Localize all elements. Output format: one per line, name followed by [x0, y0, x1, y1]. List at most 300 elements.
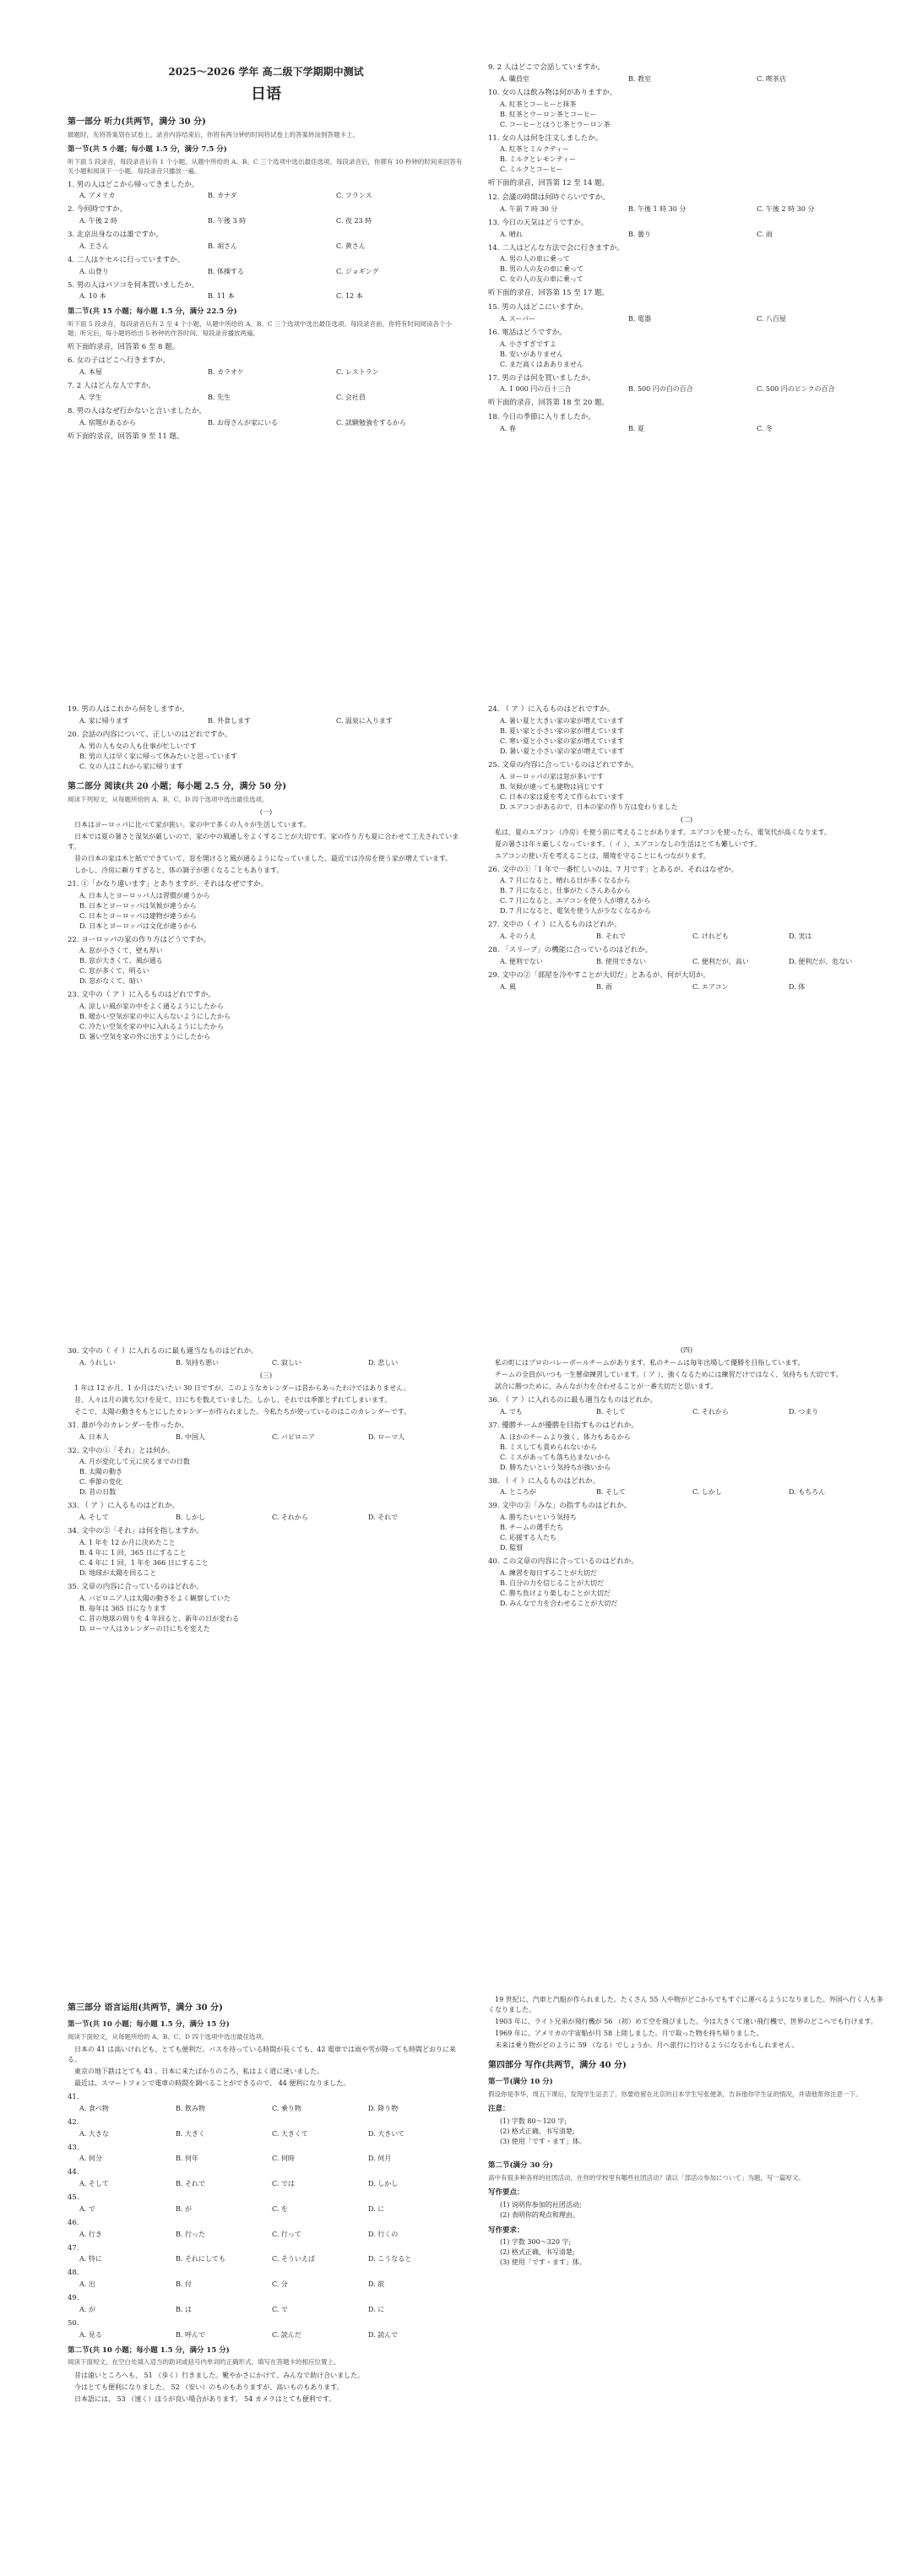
option-row: [488, 230, 885, 240]
question-stem: 听下面的录音，回答第 15 至 17 题。: [488, 289, 609, 298]
option: C. 窓が多くて、明るい: [79, 967, 149, 976]
option-row: [68, 2129, 464, 2139]
part3-heading: 第三部分 语言运用(共两节，满分 30 分): [68, 2003, 223, 2013]
option: A. 家に帰ります: [79, 716, 129, 725]
option: D. 大きいて: [368, 2129, 405, 2138]
paragraph: (2) 格式正确，书写清楚;: [500, 2127, 575, 2135]
question-stem: 11. 女の人は何を注文しましたか。: [488, 133, 603, 143]
option: C. 温泉に入ります: [336, 716, 393, 725]
option: B. それで: [596, 932, 626, 940]
paragraph: 1 年は 12 か月、1 か月はだいたい 30 日ですが、このようなカレンダーは昔からあったわけではありません。: [74, 1383, 410, 1392]
paragraph: (3) 使用「です・ます」体。: [500, 2258, 586, 2267]
option: B. 外食します: [208, 716, 251, 725]
paragraph: 今はとても便利になりました。 52 （安い）のものもありますが、高いものもあります。: [74, 2383, 344, 2391]
option: D. 昔の日数: [79, 1488, 117, 1497]
paragraph: 最近は、スマートフォンで電車の時間を調べることができるので、 44 便利になりました。: [74, 2079, 350, 2087]
option: D. 暑い空気を家の外に出すようにしたから: [79, 1033, 211, 1041]
option: A. 学生: [79, 393, 102, 401]
option-row: [488, 982, 885, 992]
option: C. 大きくて: [272, 2129, 308, 2138]
question-stem: 8. 男の人はなぜ行かないと言いましたか。: [68, 406, 206, 416]
passage4-label: (四): [680, 1346, 693, 1354]
option: C. フランス: [336, 192, 372, 200]
option: A. 便利でない: [500, 957, 543, 965]
question-stem: 7. 2 人はどんな人ですか。: [68, 382, 155, 390]
paragraph: 日本の 41 は高いけれども、とても便利だ。バスを待っている時間が長くても、42 電車では雨や雪が降っても時間どおりに来る。: [68, 2046, 456, 2063]
option: C. 500 円のピンクの百合: [757, 385, 835, 394]
option: A. 午前 7 時 30 分: [500, 204, 558, 213]
option: C. 夜 23 時: [336, 217, 372, 225]
option: B. 使用できない: [596, 957, 646, 965]
option: B. は: [176, 2305, 192, 2313]
question-stem: 21. ①「かなり違います」とありますが、それはなぜですか。: [68, 879, 269, 889]
option: C. を: [272, 2204, 288, 2213]
option: D. 悲しい: [368, 1358, 399, 1367]
option: A. スーパー: [500, 314, 536, 323]
passage3-label: (三): [259, 1371, 273, 1379]
option: B. 気持ち悪い: [176, 1358, 219, 1367]
option: D. エアコンがあるので、日本の家の作り方は変わりました: [500, 802, 678, 811]
option: B. 男の人は早く家に帰って休みたいと思っています: [79, 752, 237, 760]
question-stem: 22. ヨーロッパの家の作り方はどうですか。: [68, 935, 211, 944]
question-stem: 36. （ ア ）に入れるのに最も適当なものはどれか。: [488, 1396, 658, 1405]
option: B. 教室: [628, 74, 651, 83]
paragraph: (3) 使用「です・ます」体。: [500, 2137, 586, 2145]
option: A. 日本人とヨーロッパ人は習慣が違うから: [79, 891, 210, 899]
option: A. うれしい: [79, 1358, 116, 1367]
question-stem: 25. 文章の内容に合っているのはどれですか。: [488, 760, 638, 769]
option-row: [68, 1513, 464, 1523]
option: D. 実は: [789, 932, 812, 940]
option: B. 午後 3 時: [208, 217, 247, 225]
option-row: [68, 242, 464, 252]
option: C. では: [272, 2180, 295, 2187]
passage1-label: (一): [259, 807, 273, 816]
left-column-page4: [68, 1993, 464, 2406]
part4-section2-points-title: 写作要点：: [488, 2187, 524, 2197]
paragraph: 私は、夏のエアコン（冷房）を使う前に考えることがあります。エアコンを使ったら、電気代が高くなります。: [495, 828, 831, 836]
option: A. 窓が小さくて、壁も厚い: [79, 947, 163, 955]
option: A. 紅茶とコーヒーと抹茶: [500, 100, 577, 108]
part3-section2-passage: [68, 2371, 464, 2405]
option: B. それで: [176, 2180, 205, 2187]
option: D. 7 月になると、電気を使う人が少なくなるから: [500, 907, 651, 916]
option: D. こうなると: [368, 2255, 412, 2264]
question-stem: 17. 男の子は何を買いましたか。: [488, 373, 595, 383]
option: B. 日本とヨーロッパは気候が違うから: [79, 901, 197, 910]
questions-21-23: [68, 879, 464, 1042]
option: A. 1 000 円の百十三合: [500, 385, 572, 394]
part3-passage-continued: [488, 1995, 885, 2051]
option: A. でも: [500, 1407, 523, 1416]
option: C. 何時: [272, 2155, 295, 2163]
option: A. 食べ物: [79, 2104, 109, 2112]
option: A. で: [79, 2204, 95, 2213]
option: B. 胡さん: [208, 242, 237, 250]
option: B. 紅茶とウーロン茶とコーヒー: [500, 110, 597, 118]
option: C. エアコン: [692, 982, 729, 991]
option: A. アメリカ: [79, 192, 116, 200]
question-stem: 28. 「スリープ」の機能に合っているのはどれか。: [488, 946, 653, 954]
paragraph: エアコンの使い方を考えることは、環境を守ることにもつながります。: [495, 851, 710, 860]
option: D. 勝ちたいという気持ちが強いから: [500, 1463, 611, 1471]
option: D. に: [368, 2305, 385, 2313]
question-stem: 听下面的录音，回答第 18 至 20 题。: [488, 399, 609, 408]
question-stem: 10. 女の人は飲み物は何がありますか。: [488, 88, 617, 97]
paragraph: 1969 年に、アメリカの宇宙船が月 58 上陸しました。月で取った物を持ち帰りました。: [495, 2030, 763, 2037]
part4-section2-instructions: 高中有很多种各样的社团活动，在你的学校里有哪些社团活动？请以「部活の参加について」为题，写一篇短文。: [488, 2173, 805, 2182]
right-column-page2: [488, 701, 885, 994]
option: D. 読んで: [368, 2330, 399, 2339]
right-column-page4: [488, 1993, 885, 2268]
option: B. 気候が違っても建物は同じです: [500, 782, 604, 791]
question-stem: 14. 二人はどんな方法で会に行きますか。: [488, 243, 624, 253]
paragraph: (1) 字数 300～320 字;: [500, 2238, 572, 2247]
part4-section2-req-title: 写作要求：: [488, 2225, 524, 2235]
option-row: [68, 2154, 464, 2164]
part3-section2-instructions: 阅读下面短文，在空白处填入适当的助词或括号内单词的正确形式，填写在答题卡的相应位置上。: [68, 2358, 340, 2367]
option: C. 黄さん: [336, 242, 366, 250]
question-stem: 47.: [68, 2243, 79, 2253]
option: A. 日本人: [79, 1432, 109, 1441]
option: A. 暑い夏と大きい家の家が増えています: [500, 716, 624, 725]
option-row: [68, 2280, 464, 2290]
option-row: [488, 932, 885, 942]
question-stem: 37. 優勝チームが優勝を目指すものはどれか。: [488, 1421, 638, 1430]
part4-section1-requirements: [488, 2117, 885, 2147]
option: B. 中国人: [176, 1432, 205, 1441]
option-row: [68, 393, 464, 403]
option: D. 欲: [368, 2280, 385, 2288]
option: D. 監督: [500, 1544, 524, 1552]
option-row: [488, 204, 885, 215]
option: A. 山登り: [79, 267, 109, 275]
option-row: [68, 2179, 464, 2189]
paragraph: しかし、冷房に頼りすぎると、体の調子が悪くなることもあります。: [74, 866, 284, 874]
paragraph: そこで、太陽の動きをもとにしたカレンダーが作られました。今私たちが使っているのはこのカレンダーです。: [74, 1407, 411, 1416]
option: A. ヨーロッパの家は窓が多いです: [500, 772, 604, 780]
option-row: [488, 957, 885, 967]
option: C. ミスがあっても落ち込まないから: [500, 1453, 611, 1461]
option: A. 月が変化して元に戻るまでの日数: [79, 1458, 190, 1466]
part1-note: 做题时，先将答案划在试卷上。录音内容结束后，你将有两分钟的时间将试卷上的答案转涂到答题卡上。: [68, 131, 359, 139]
part4-section2-heading: 第二节(满分 30 分): [488, 2160, 553, 2170]
paragraph: (1) 字数 80～120 字;: [500, 2117, 567, 2125]
option-row: [68, 2230, 464, 2240]
option: C. 冷たい空気を家の中に入れるようにしたから: [79, 1023, 224, 1030]
option-row: [488, 1487, 885, 1497]
option: B. 飲み物: [176, 2104, 205, 2112]
questions-9-18: [488, 62, 885, 434]
part4-section1-instructions: 假设你是李华，周五下课后，发现学生证丢了。你要给留在北京的日本学生写张便条，告诉他你学生证的情况，并请他帮你注意一下。: [488, 2090, 862, 2098]
option: A. 涼しい風が家の中をよく通るようにしたから: [79, 1003, 224, 1010]
question-stem: 2. 今何時ですか。: [68, 205, 128, 215]
option: D. しかし: [368, 2180, 399, 2187]
option-row: [488, 424, 885, 434]
question-stem: 39. 文中の②「みな」の指すものはどれか。: [488, 1502, 632, 1511]
option: B. しかし: [176, 1514, 205, 1521]
option: A. 見る: [79, 2330, 102, 2339]
option-row: [68, 367, 464, 378]
paragraph: 日本はヨーロッパに比べて家が狭い。家の中で多くの人々が生活しています。: [74, 820, 311, 829]
left-column-page1: [68, 59, 464, 443]
questions-26-29: [488, 865, 885, 992]
option: D. 窓がなくて、暗い: [79, 977, 144, 986]
paragraph: 未来は乗り物がどのように 59 （なる）でしょうか。月へ旅行に行けるようになるかもしれません。: [495, 2041, 799, 2049]
option: C. 会社員: [336, 393, 366, 401]
option-row: [68, 716, 464, 726]
option: A. 男の人も女の人も仕事が忙しいです: [79, 742, 197, 750]
passage2: [488, 828, 885, 861]
question-stem: 32. 文中の①「それ」とは何か。: [68, 1446, 175, 1455]
option: C. 冬: [757, 424, 773, 432]
question-stem: 16. 電話はどうですか。: [488, 328, 567, 337]
option: C. 勝ち負けより楽しむことが大切だ: [500, 1589, 611, 1597]
question-stem: 24. （ ア ）に入るものはどれですか。: [488, 705, 615, 714]
option: C. ジョギング: [336, 267, 379, 275]
questions-19-20: [68, 704, 464, 772]
option: C. 便利だが、高い: [692, 957, 749, 965]
option: A. 紅茶とミルクティー: [500, 145, 570, 154]
question-stem: 43.: [68, 2143, 79, 2152]
passage2-label: (二): [680, 815, 693, 823]
part1-section2-instructions: 听下面 5 段录音，每段录音后有 2 至 4 个小题，从题中所给的 A、B、C 三个选项中选出最佳选项。每段录音前，你将有时间阅读各个小题；听完后，每小题将给出 5 秒钟的作答时间。每段录音播放两遍。: [68, 320, 453, 338]
option-row: [68, 2330, 464, 2340]
question-stem: 40. この文章の内容に合っているのはどれか。: [488, 1557, 638, 1566]
question-stem: 46.: [68, 2218, 79, 2227]
option: A. 特に: [79, 2255, 102, 2264]
paragraph: 夏の暑さは年々厳しくなっています。（ イ ）、エアコンなしの生活はとても難しいです。: [495, 840, 762, 848]
part4-section2-requirements: [488, 2237, 885, 2268]
option: D. 降り物: [368, 2104, 399, 2112]
option: A. 午後 2 時: [79, 217, 118, 225]
question-stem: 9. 2 人はどこで会話していますか。: [488, 63, 605, 72]
option: B. 午後 1 時 30 分: [628, 204, 687, 213]
option: A. 大きな: [79, 2129, 109, 2138]
option: D. ローマ人: [368, 1432, 405, 1441]
option-row: [68, 2305, 464, 2315]
option: C. レストラン: [336, 368, 379, 376]
option-row: [488, 1407, 885, 1417]
option: C. 喫茶店: [757, 74, 786, 83]
option: D. 暑い夏と小さい家の家が増えています: [500, 747, 625, 755]
option: B. 4 年に 1 回、365 日にすること: [79, 1548, 187, 1557]
paragraph: 昔は遠いところへも、 51 （歩く）行きました。靴やかさにかけて、みんなで助け合いました。: [74, 2371, 365, 2379]
option: A. そして: [79, 2180, 109, 2187]
question-stem: 29. 文中の②「部屋を冷やすことが大切だ」とあるが、何が大切か。: [488, 970, 710, 980]
option: A. 1 年を 12 か月に決めたこと: [79, 1538, 176, 1546]
option: B. お母さんが家にいる: [208, 418, 278, 427]
option: B. 自分の力を信じることが大切だ: [500, 1579, 604, 1587]
option: D. 日本とヨーロッパは文化が違うから: [79, 921, 198, 930]
option: B. 窓が大きくて、風が通る: [79, 957, 163, 965]
option-row: [68, 191, 464, 201]
part4-section2-points: [488, 2200, 885, 2220]
passage1: [68, 820, 464, 876]
question-stem: 23. 文中の（ ア ）に入るものはどれですか。: [68, 991, 215, 1000]
exam-title: 2025～2026 学年 高二级下学期期中测试: [168, 66, 364, 78]
question-stem: 49.: [68, 2294, 79, 2302]
option: A. 宿題があるから: [79, 418, 136, 427]
option: C. ミルクとコーヒー: [500, 166, 563, 174]
option: B. 夏い家と小さい家の家が増えています: [500, 726, 624, 735]
option-row: [488, 74, 885, 84]
option: A. 男の人の車に乗って: [500, 255, 570, 264]
option: C. 7 月になると、エアコンを使う人が増えるから: [500, 897, 651, 905]
part2-heading: 第二部分 阅读(共 20 小题；每小题 2.5 分，满分 50 分): [68, 781, 287, 791]
option: B. 夏: [628, 424, 644, 432]
option: D. 行くの: [368, 2230, 399, 2238]
option: A. 10 本: [79, 292, 106, 301]
option: A. 春: [500, 424, 516, 432]
option: C. で: [272, 2305, 288, 2313]
option-row: [68, 291, 464, 302]
option: C. 午後 2 時 30 分: [757, 204, 815, 213]
option: A. 風: [500, 982, 516, 991]
questions-36-40: [488, 1395, 885, 1609]
option: C. 雨: [757, 230, 773, 238]
question-stem: 20. 会話の内容について、正しいのはどれですか。: [68, 730, 232, 739]
option: C. 4 年に 1 回、1 年を 366 日にすること: [79, 1558, 209, 1567]
option: A. 何分: [79, 2155, 102, 2163]
left-column-page3: [68, 1343, 464, 1634]
option-row: [488, 384, 885, 394]
option: A. が: [79, 2305, 95, 2313]
paragraph: 私の町にはプロのバレーボールチームがあります。私のチームは毎年出場して優勝を目指しています。: [495, 1359, 805, 1367]
option: B. そして: [596, 1488, 626, 1497]
part1-section1-instructions: 听下面 5 段录音，每段录音后有 1 个小题，从题中所给的 A、B、C 三个选项中选出最佳选项。每段录音后，你都有 10 秒钟的时间来回答有关小题和阅读下一小题。每段录音只播放一遍。: [68, 158, 463, 176]
subject-title: 日语: [251, 85, 281, 103]
question-stem: 15. 男の人はどこにいますか。: [488, 303, 589, 312]
option: A. バビロニア人は太陽の動きをよく観察していた: [79, 1594, 231, 1602]
option: B. 呼んで: [176, 2330, 205, 2339]
option: C. 乗り物: [272, 2104, 301, 2112]
part2-instructions: 阅读下列短文，从每题所给的 A、B、C、D 四个选项中选出最佳选项。: [68, 795, 269, 803]
option: B. 行った: [176, 2230, 205, 2238]
questions-6-8: [68, 342, 464, 443]
option: B. 曇り: [628, 230, 651, 238]
paragraph: 昔の日本の家は木と紙でできていて、窓を開けると風が通るようになっていました。最近では冷房を使う家が増えています。: [74, 854, 453, 862]
questions-41-50: [68, 2092, 464, 2340]
option: B. ミルクとレモンティー: [500, 155, 577, 164]
question-stem: 18. 今日の季節に入りましたか。: [488, 413, 595, 421]
question-stem: 34. 文中の②「それ」は何を指しますか。: [68, 1527, 204, 1535]
option: C. 昔の地球の周りを 4 年回ると、新年の日が変わる: [79, 1614, 240, 1622]
right-column-page3: [488, 1343, 885, 1609]
option: B. そして: [596, 1407, 626, 1416]
question-stem: 13. 今日の天気はどうですか。: [488, 218, 589, 227]
option: B. 毎年は 365 日になります: [79, 1604, 167, 1612]
option: D. に: [368, 2204, 385, 2213]
part3-section1-heading: 第一节(共 10 小题；每小题 1.5 分，满分 15 分): [68, 2020, 230, 2029]
option: A. 王さん: [79, 242, 109, 250]
question-stem: 27. 文中の（ イ ）に入るものはどれか。: [488, 921, 622, 930]
option-row: [68, 1432, 464, 1443]
option-row: [68, 418, 464, 428]
option: B. 暖かい空気が家の中に入らないようにしたから: [79, 1013, 231, 1020]
option: C. 日本とヨーロッパは建物が違うから: [79, 911, 197, 920]
option: B. 男の人の友の車に乗って: [500, 265, 584, 274]
question-stem: 5. 男の人はパソコを何本買いましたか。: [68, 280, 199, 290]
option: A. 勝ちたいという気持ち: [500, 1514, 577, 1521]
question-stem: 30. 文中の（ イ ）に入れるのに最も適当なものはどれか。: [68, 1347, 258, 1356]
option: A. そして: [79, 1514, 109, 1521]
option: B. 雨: [596, 982, 612, 991]
option-row: [68, 216, 464, 226]
paragraph: 日本では夏の暑さと湿気が厳しいので、家の中の風通しをよくすることが大切です。家の作り方も夏に合わせて工夫されています。: [68, 832, 459, 851]
question-stem: 4. 二人はケセルに行っていますか。: [68, 255, 185, 264]
option: D. 便利だが、危ない: [789, 957, 853, 965]
option: D. つまり: [789, 1407, 819, 1416]
question-stem: 1. 男の人はどこから帰ってきましたか。: [68, 180, 199, 189]
option: B. チームの選手たち: [500, 1524, 563, 1531]
left-column-page2: [68, 701, 464, 1042]
question-stem: 12. 会議の時間は何時ぐらいですか。: [488, 193, 610, 202]
option: A. 職員室: [500, 74, 529, 83]
option: C. 女の人はこれから家に帰ります: [79, 762, 183, 770]
option-row: [68, 1358, 464, 1368]
option: D. 何月: [368, 2155, 392, 2163]
question-stem: 38. （ イ ）に入るものはどれか。: [488, 1476, 600, 1486]
paragraph: 1903 年に、ライト兄弟が飛行機が 56 （初）めて空を飛びました。今は大きくて速い飛行機で、世界のどこへでも行けます。: [495, 2018, 877, 2025]
question-stem: 19. 男の人はこれから何をしますか。: [68, 705, 189, 714]
option: B. ミスしても責められないから: [500, 1443, 597, 1451]
question-stem: 听下面的录音，回答第 12 至 14 题。: [488, 179, 609, 188]
option: C. そういえば: [272, 2255, 315, 2264]
option: B. 11 本: [208, 292, 235, 301]
option: B. カナダ: [208, 192, 237, 200]
paragraph: 19 世紀に、汽車と汽船が作られました。たくさん 55 人や物がどこからでもすぐに運べるようになりました。外国へ行く人も多くなりました。: [488, 1996, 883, 2014]
option: A. そのうえ: [500, 932, 536, 940]
option: B. 電器: [628, 314, 651, 323]
option: B. カラオケ: [208, 368, 244, 376]
paragraph: 日本語には、 53 （速く）ほうが良い場合があります。 54 カメラはとても便利です。: [74, 2394, 336, 2403]
paragraph: (2) 表明你的观点和理由。: [500, 2210, 579, 2219]
option: A. 小さすぎですよ: [500, 340, 556, 348]
questions-1-5: [68, 180, 464, 302]
option-row: [488, 314, 885, 324]
option: D. みんなで力を合わせることが大切だ: [500, 1599, 618, 1607]
option: C. 寒い夏と小さい家の家が増えています: [500, 736, 624, 745]
option: A. 晴れ: [500, 230, 523, 238]
option: A. ところが: [500, 1488, 536, 1497]
question-stem: 41.: [68, 2093, 79, 2101]
option: A. 7 月になると、晴れる日が多くなるから: [500, 877, 631, 885]
part3-section1-instructions: 阅读下面短文，从每题所给的 A、B、C、D 四个选项中选出最佳选项。: [68, 2032, 269, 2041]
paragraph: チームの全員がいつも一生懸命練習しています。（ ア ）、強くなるためには練習だけではなく、気持ちも大切です。: [495, 1371, 843, 1378]
option: C. 応援する人たち: [500, 1534, 556, 1541]
question-stem: 31. 誰が今のカレンダーを作ったか。: [68, 1421, 189, 1430]
option: C. 行って: [272, 2230, 301, 2238]
paragraph: 試合に勝つために、みんなが力を合わせることが一番大切だと思います。: [495, 1383, 718, 1390]
option: C. 読んだ: [272, 2330, 301, 2339]
option: B. 何年: [176, 2155, 198, 2163]
option: B. 7 月になると、仕事がたくさんあるから: [500, 887, 631, 895]
option: B. が: [176, 2204, 192, 2213]
option: D. もちろん: [789, 1488, 826, 1497]
option: C. 女の人の友の車に乗って: [500, 275, 584, 284]
option: C. コーヒーとほうじ茶とウーロン茶: [500, 120, 611, 128]
option: C. バビロニア: [272, 1432, 315, 1441]
option: C. それから: [272, 1514, 308, 1521]
question-stem: 45.: [68, 2193, 79, 2202]
option: B. それにしても: [176, 2255, 225, 2264]
part1-section2-heading: 第二节(共 15 小题；每小题 1.5 分，满分 22.5 分): [68, 307, 237, 317]
option-row: [68, 2204, 464, 2215]
option: D. 体: [789, 982, 806, 991]
question-stem: 听下面的录音，回答第 6 至 8 题。: [68, 342, 180, 351]
option: C. それから: [692, 1407, 729, 1416]
